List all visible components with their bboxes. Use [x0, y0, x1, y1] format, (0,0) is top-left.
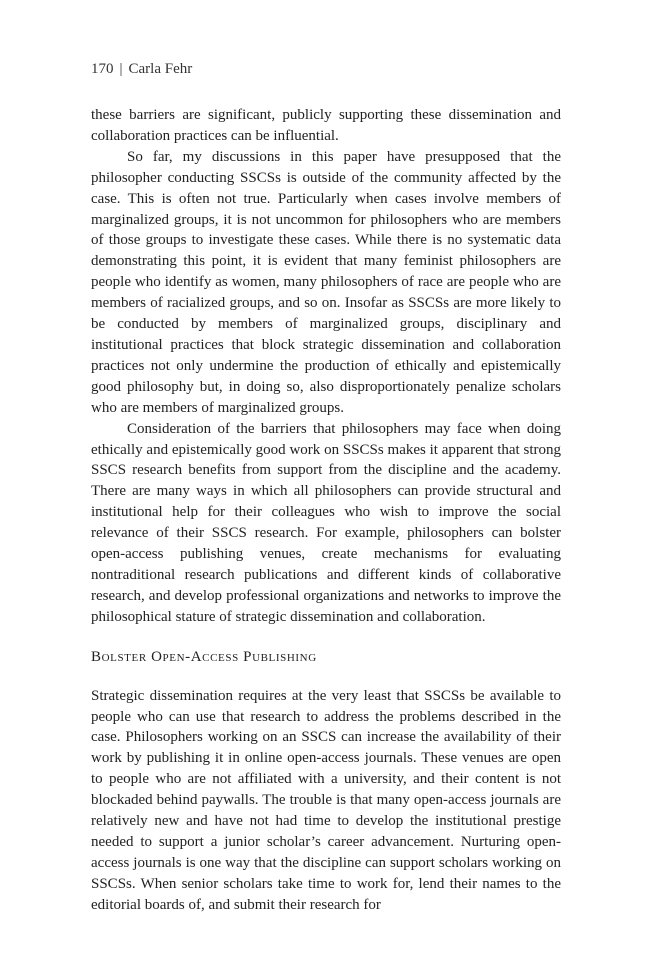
author-name: Carla Fehr	[128, 61, 193, 77]
header-separator: |	[119, 61, 123, 77]
paragraph: So far, my discussions in this paper have presupposed that the philosopher conducting SSCSs is outside of the community affected by the case. This is often not true. Particularly when cases involve members of marginalized groups, it is not uncommon for philosophers who are members of those groups to investigate these cases. While there is no systematic data demonstrating this point, it is evident that many feminist philosophers are people who identify as women, many philosophers of race are people who are members of racialized groups, and so on. Insofar as SSCSs are more likely to be conducted by members of marginalized groups, disciplinary and institutional practices that block strategic dissemination and collaboration practices not only undermine the production of ethically and epistemically good philosophy but, in doing so, also disproportionately penalize scholars who are members of marginalized groups.	[91, 148, 561, 416]
paragraph: Strategic dissemination requires at the very least that SSCSs be available to people who can use that research to address the problems described in the case. Philosophers working on an SSCS can increase the availability of their work by publishing it in online open-access journals. These venues are open to people who are not affiliated with a university, and their content is not blockaded behind paywalls. The trouble is that many open-access journals are relatively new and have not had time to develop the institutional prestige needed to support a junior scholar’s career advancement. Nurturing open-access journals is one way that the discipline can support scholars working on SSCSs. When senior scholars take time to work for, lend their names to the editorial boards of, and submit their research for	[91, 687, 561, 913]
section-heading: Bolster Open-Access Publishing	[91, 648, 317, 665]
running-head	[91, 58, 192, 80]
body-text	[91, 105, 561, 916]
page-number: 170	[91, 61, 114, 77]
paragraph: Consideration of the barriers that philosophers may face when doing ethically and epistemically good work on SSCSs makes it apparent that strong SSCS research benefits from support from the discipline and the academy. There are many ways in which all philosophers can provide structural and institutional help for their colleagues who wish to improve the social relevance of their SSCS research. For example, philosophers can bolster open-access publishing venues, create mechanisms for evaluating nontraditional research publications and different kinds of collaborative research, and develop professional organizations and networks to improve the philosophical stature of strategic dissemination and collaboration.	[91, 420, 561, 625]
paragraph-continuation: these barriers are significant, publicly supporting these dissemination and collaboration practices can be influential.	[91, 107, 561, 144]
